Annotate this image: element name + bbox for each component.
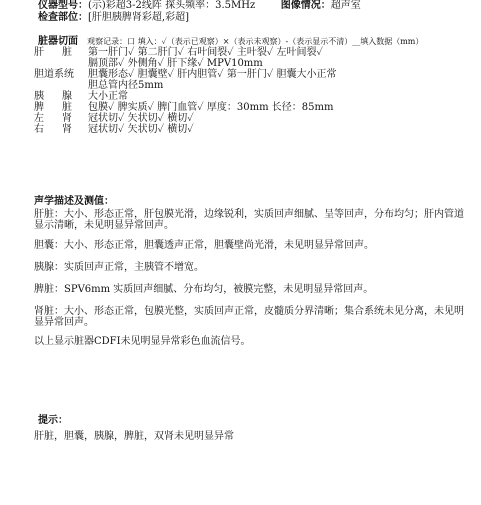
organ-section-title: 脏器切面 bbox=[38, 36, 78, 47]
spleen-obs-line1: 包膜✓ 脾实质✓ 脾门血管✓ 厚度：30mm 长径：85mm bbox=[88, 102, 334, 113]
cdfi-description: 以上显示脏器CDFI未见明显异常彩色血流信号。 bbox=[34, 336, 251, 347]
right-kidney-obs-line1: 冠状切✓ 矢状切✓ 横切✓ bbox=[88, 124, 194, 135]
pancreas-label-char1: 胰 bbox=[34, 91, 44, 102]
tips-title: 提示： bbox=[38, 415, 68, 426]
instrument-label: 仪器型号： bbox=[38, 0, 88, 11]
right-kidney-label-char1: 右 bbox=[34, 124, 44, 135]
probe-frequency: 3.5MHz bbox=[215, 0, 256, 11]
liver-obs-line2: 膈顶部✓ 外侧角✓ 肝下缘✓ MPV10mm bbox=[88, 58, 263, 69]
pancreas-label-char2: 腺 bbox=[62, 91, 72, 102]
observation-legend: 观察记录：口 填入：✓（表示已观察）×（表示未观察）-（表示显示不清）__填入数据（mm） bbox=[87, 37, 424, 46]
kidney-description: 肾脏：大小、形态正常，包膜光整，实质回声正常，皮髓质分界清晰；集合系统未见分离，未见明显异常回声。 bbox=[34, 306, 464, 328]
instrument-value: (示)彩超3-2线阵 探头频率： bbox=[88, 0, 216, 11]
spleen-label-char2: 脏 bbox=[62, 102, 72, 113]
liver-label-char1: 肝 bbox=[34, 47, 44, 58]
liver-description: 肝脏：大小、形态正常，肝包膜光滑，边缘锐利，实质回声细腻、呈等回声，分布均匀；肝内管道显示清晰，未见明显异常回声。 bbox=[34, 209, 464, 231]
pancreas-obs-line1: 大小正常 bbox=[88, 91, 128, 102]
exam-site-line bbox=[38, 8, 189, 23]
description-title: 声学描述及测值： bbox=[34, 196, 114, 207]
liver-obs-line1: 第一肝门✓ 第二肝门✓ 右叶间裂✓ 主叶裂✓ 左叶间裂✓ bbox=[88, 47, 323, 58]
exam-site-label: 检查部位： bbox=[38, 12, 88, 23]
image-status-value: 超声室 bbox=[330, 0, 361, 11]
left-kidney-obs-line1: 冠状切✓ 矢状切✓ 横切✓ bbox=[88, 113, 194, 124]
gallbladder-label: 胆道系统 bbox=[34, 69, 74, 80]
liver-label bbox=[34, 43, 72, 58]
gallbladder-description: 胆囊：大小、形态正常，胆囊透声正常，胆囊壁尚光滑，未见明显异常回声。 bbox=[34, 240, 374, 251]
gallbladder-obs-line1: 胆囊形态✓ 胆囊壁✓ 肝内胆管✓ 第一肝门✓ 胆囊大小正常 bbox=[88, 69, 337, 80]
exam-site-value: [肝胆胰脾肾彩超,彩超] bbox=[88, 12, 189, 23]
left-kidney-label-char2: 肾 bbox=[62, 113, 72, 124]
spleen-description: 脾脏：SPV6mm 实质回声细腻、分布均匀，被膜完整，未见明显异常回声。 bbox=[34, 284, 374, 295]
spleen-label-char1: 脾 bbox=[34, 102, 44, 113]
right-kidney-label-char2: 肾 bbox=[62, 124, 72, 135]
pancreas-description: 胰腺：实质回声正常，主胰管不增宽。 bbox=[34, 262, 204, 273]
liver-label-char2: 脏 bbox=[62, 47, 72, 58]
right-kidney-label bbox=[34, 120, 72, 135]
gallbladder-obs-line2: 胆总管内径5mm bbox=[88, 80, 164, 91]
image-status-label: 图像情况： bbox=[280, 0, 331, 11]
left-kidney-label-char1: 左 bbox=[34, 113, 44, 124]
tips-text: 肝脏，胆囊，胰腺，脾脏，双肾未见明显异常 bbox=[34, 431, 234, 442]
